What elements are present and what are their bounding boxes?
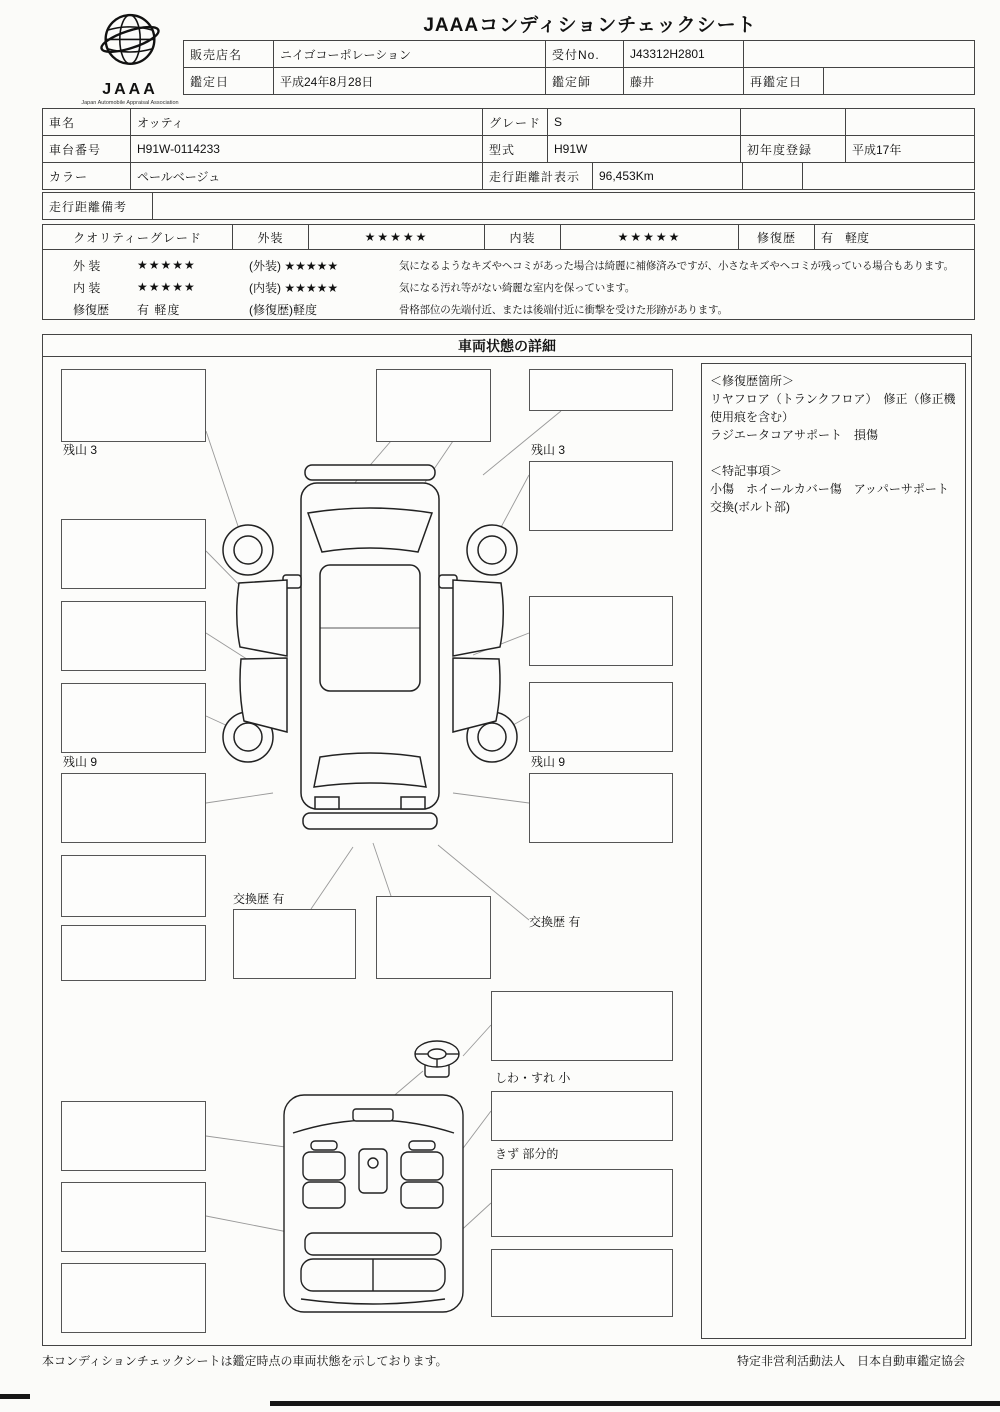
odometer-label: 走行距離計表示 <box>483 163 593 189</box>
steering-wheel-icon <box>409 1037 465 1083</box>
reception-no-label: 受付No. <box>546 41 624 67</box>
vehicle-row-2 <box>43 136 974 163</box>
interior-desc-paren: (内装) ★★★★★ <box>249 280 339 295</box>
annotation-box <box>376 369 491 442</box>
quality-header-row <box>43 225 974 250</box>
color-label: カラー <box>43 163 131 189</box>
model-label: 型式 <box>483 136 548 162</box>
repair-location-2: ラジエータコアサポート 損傷 <box>710 428 879 442</box>
repair-desc-text: 骨格部位の先端付近、または後端付近に衝撃を受けた形跡があります。 <box>399 303 728 316</box>
exterior-desc-row <box>43 254 974 276</box>
repair-history-value: 有 軽度 <box>821 230 870 245</box>
vehicle-row-1 <box>43 109 974 136</box>
redate-value <box>824 68 974 94</box>
odometer-value: 96,453Km <box>593 163 743 189</box>
detail-title: 車両状態の詳細 <box>43 335 971 357</box>
repair-locations-title: ＜修復歴箇所＞ <box>710 374 795 388</box>
reception-table <box>183 40 975 95</box>
quality-grade-label: クオリティーグレード <box>43 225 233 249</box>
exterior-desc-label: 外 装 <box>73 258 101 273</box>
logo-subtitle: Japan Automobile Appraisal Association <box>81 100 179 106</box>
tread-label-rear-left: 残山 9 <box>63 755 98 769</box>
dealer-value: ニイゴコーポレーション <box>274 41 546 67</box>
scan-artifact-mark <box>0 1394 30 1399</box>
grade-value: S <box>548 109 741 135</box>
chassis-value: H91W-0114233 <box>131 136 483 162</box>
interior-seats-diagram <box>281 1091 466 1316</box>
appraisal-date-label: 鑑定日 <box>184 68 274 94</box>
annotation-box <box>491 1091 673 1141</box>
annotation-box <box>61 369 206 442</box>
footer-organization: 特定非営利活動法人 日本自動車鑑定協会 <box>736 1354 965 1368</box>
odo-note-value <box>153 193 974 219</box>
repair-history-label: 修復歴 <box>739 225 815 249</box>
annotation-box <box>491 1249 673 1317</box>
car-name-value: オッティ <box>131 109 483 135</box>
reception-row-2 <box>184 68 974 94</box>
vehicle-row3-empty-2 <box>803 163 974 189</box>
annotation-box <box>61 1182 206 1252</box>
appraisal-date-value: 平成24年8月28日 <box>274 68 546 94</box>
car-top-view-diagram <box>219 459 521 849</box>
quality-grade-box <box>42 224 975 320</box>
exterior-desc-paren: (外装) ★★★★★ <box>249 258 339 273</box>
vehicle-row1-empty-2 <box>846 109 974 135</box>
exterior-desc-stars: ★★★★★ <box>137 258 196 272</box>
annotation-box <box>61 1263 206 1333</box>
vehicle-row1-empty-1 <box>741 109 846 135</box>
vehicle-table <box>42 108 975 190</box>
interior-label: 内装 <box>485 225 561 249</box>
footer-note: 本コンディションチェックシートは鑑定時点の車両状態を示しております。 <box>42 1354 448 1368</box>
replace-label-right: 交換歴 有 <box>529 915 581 929</box>
annotation-box <box>529 461 673 531</box>
interior-desc-stars: ★★★★★ <box>137 280 196 294</box>
notes-spacer <box>710 444 957 462</box>
grade-label: グレード <box>483 109 548 135</box>
tread-label-rear-right: 残山 9 <box>531 755 566 769</box>
appraiser-label: 鑑定師 <box>546 68 624 94</box>
vehicle-row-3 <box>43 163 974 189</box>
annotation-box <box>491 1169 673 1237</box>
annotation-box <box>529 596 673 666</box>
first-reg-value: 平成17年 <box>852 142 902 157</box>
annotation-box <box>61 1101 206 1171</box>
special-notes-title: ＜特記事項＞ <box>710 464 783 478</box>
repair-desc-paren: (修復歴)軽度 <box>249 302 317 317</box>
reception-row1-empty <box>744 41 974 67</box>
interior-desc-label: 内 装 <box>73 280 101 295</box>
model-value: H91W <box>548 136 741 162</box>
first-reg-label: 初年度登録 <box>741 136 846 162</box>
scan-artifact-line <box>270 1401 1000 1406</box>
annotation-box <box>529 773 673 843</box>
annotation-box <box>233 909 356 979</box>
dealer-label: 販売店名 <box>184 41 274 67</box>
interior-desc-row <box>43 276 974 298</box>
scratch-label: きず 部分的 <box>495 1147 559 1161</box>
redate-label: 再鑑定日 <box>744 68 824 94</box>
chassis-label: 車台番号 <box>43 136 131 162</box>
reception-no-value: J43312H2801 <box>624 41 744 67</box>
car-name-label: 車名 <box>43 109 131 135</box>
globe-icon <box>94 8 166 74</box>
odo-note-label: 走行距離備考 <box>43 193 153 219</box>
annotation-box <box>61 601 206 671</box>
notes-panel <box>701 363 966 1339</box>
annotation-box <box>529 682 673 752</box>
jaaa-logo <box>78 8 182 106</box>
exterior-desc-text: 気になるようなキズやヘコミがあった場合は綺麗に補修済みですが、小さなキズやヘコミが残っている場合もあります。 <box>399 259 954 272</box>
annotation-box <box>529 369 673 411</box>
annotation-box <box>61 855 206 917</box>
special-note-1: 小傷 ホイールカバー傷 アッパーサポート交換(ボルト部) <box>710 482 949 514</box>
wrinkle-label: しわ・すれ 小 <box>495 1071 571 1085</box>
exterior-label: 外装 <box>233 225 309 249</box>
odo-note-table <box>42 192 975 220</box>
annotation-box <box>61 925 206 981</box>
annotation-box <box>61 773 206 843</box>
color-value: ペールベージュ <box>131 163 483 189</box>
exterior-stars: ★★★★★ <box>309 225 485 249</box>
repair-desc-row <box>43 298 974 320</box>
vehicle-condition-detail <box>42 334 972 1346</box>
repair-desc-label: 修復歴 <box>73 302 110 317</box>
appraiser-value: 藤井 <box>624 68 744 94</box>
page-title: JAAAコンディションチェックシート <box>423 15 757 36</box>
reception-row-1 <box>184 41 974 68</box>
odo-note-row <box>43 193 974 219</box>
repair-location-1: リヤフロア（トランクフロア） 修正（修正機使用痕を含む） <box>710 392 956 424</box>
interior-desc-text: 気になる汚れ等がない綺麗な室内を保っています。 <box>399 281 636 294</box>
replace-label-left: 交換歴 有 <box>233 892 285 906</box>
vehicle-row3-empty-1 <box>743 163 803 189</box>
annotation-box <box>61 683 206 753</box>
tread-label-front-right: 残山 3 <box>531 443 566 457</box>
annotation-box <box>491 991 673 1061</box>
repair-desc-value: 有 軽度 <box>137 302 181 317</box>
annotation-box <box>61 519 206 589</box>
annotation-box <box>376 896 491 979</box>
tread-label-front-left: 残山 3 <box>63 443 98 457</box>
interior-stars: ★★★★★ <box>561 225 739 249</box>
logo-text: JAAA <box>102 81 158 98</box>
